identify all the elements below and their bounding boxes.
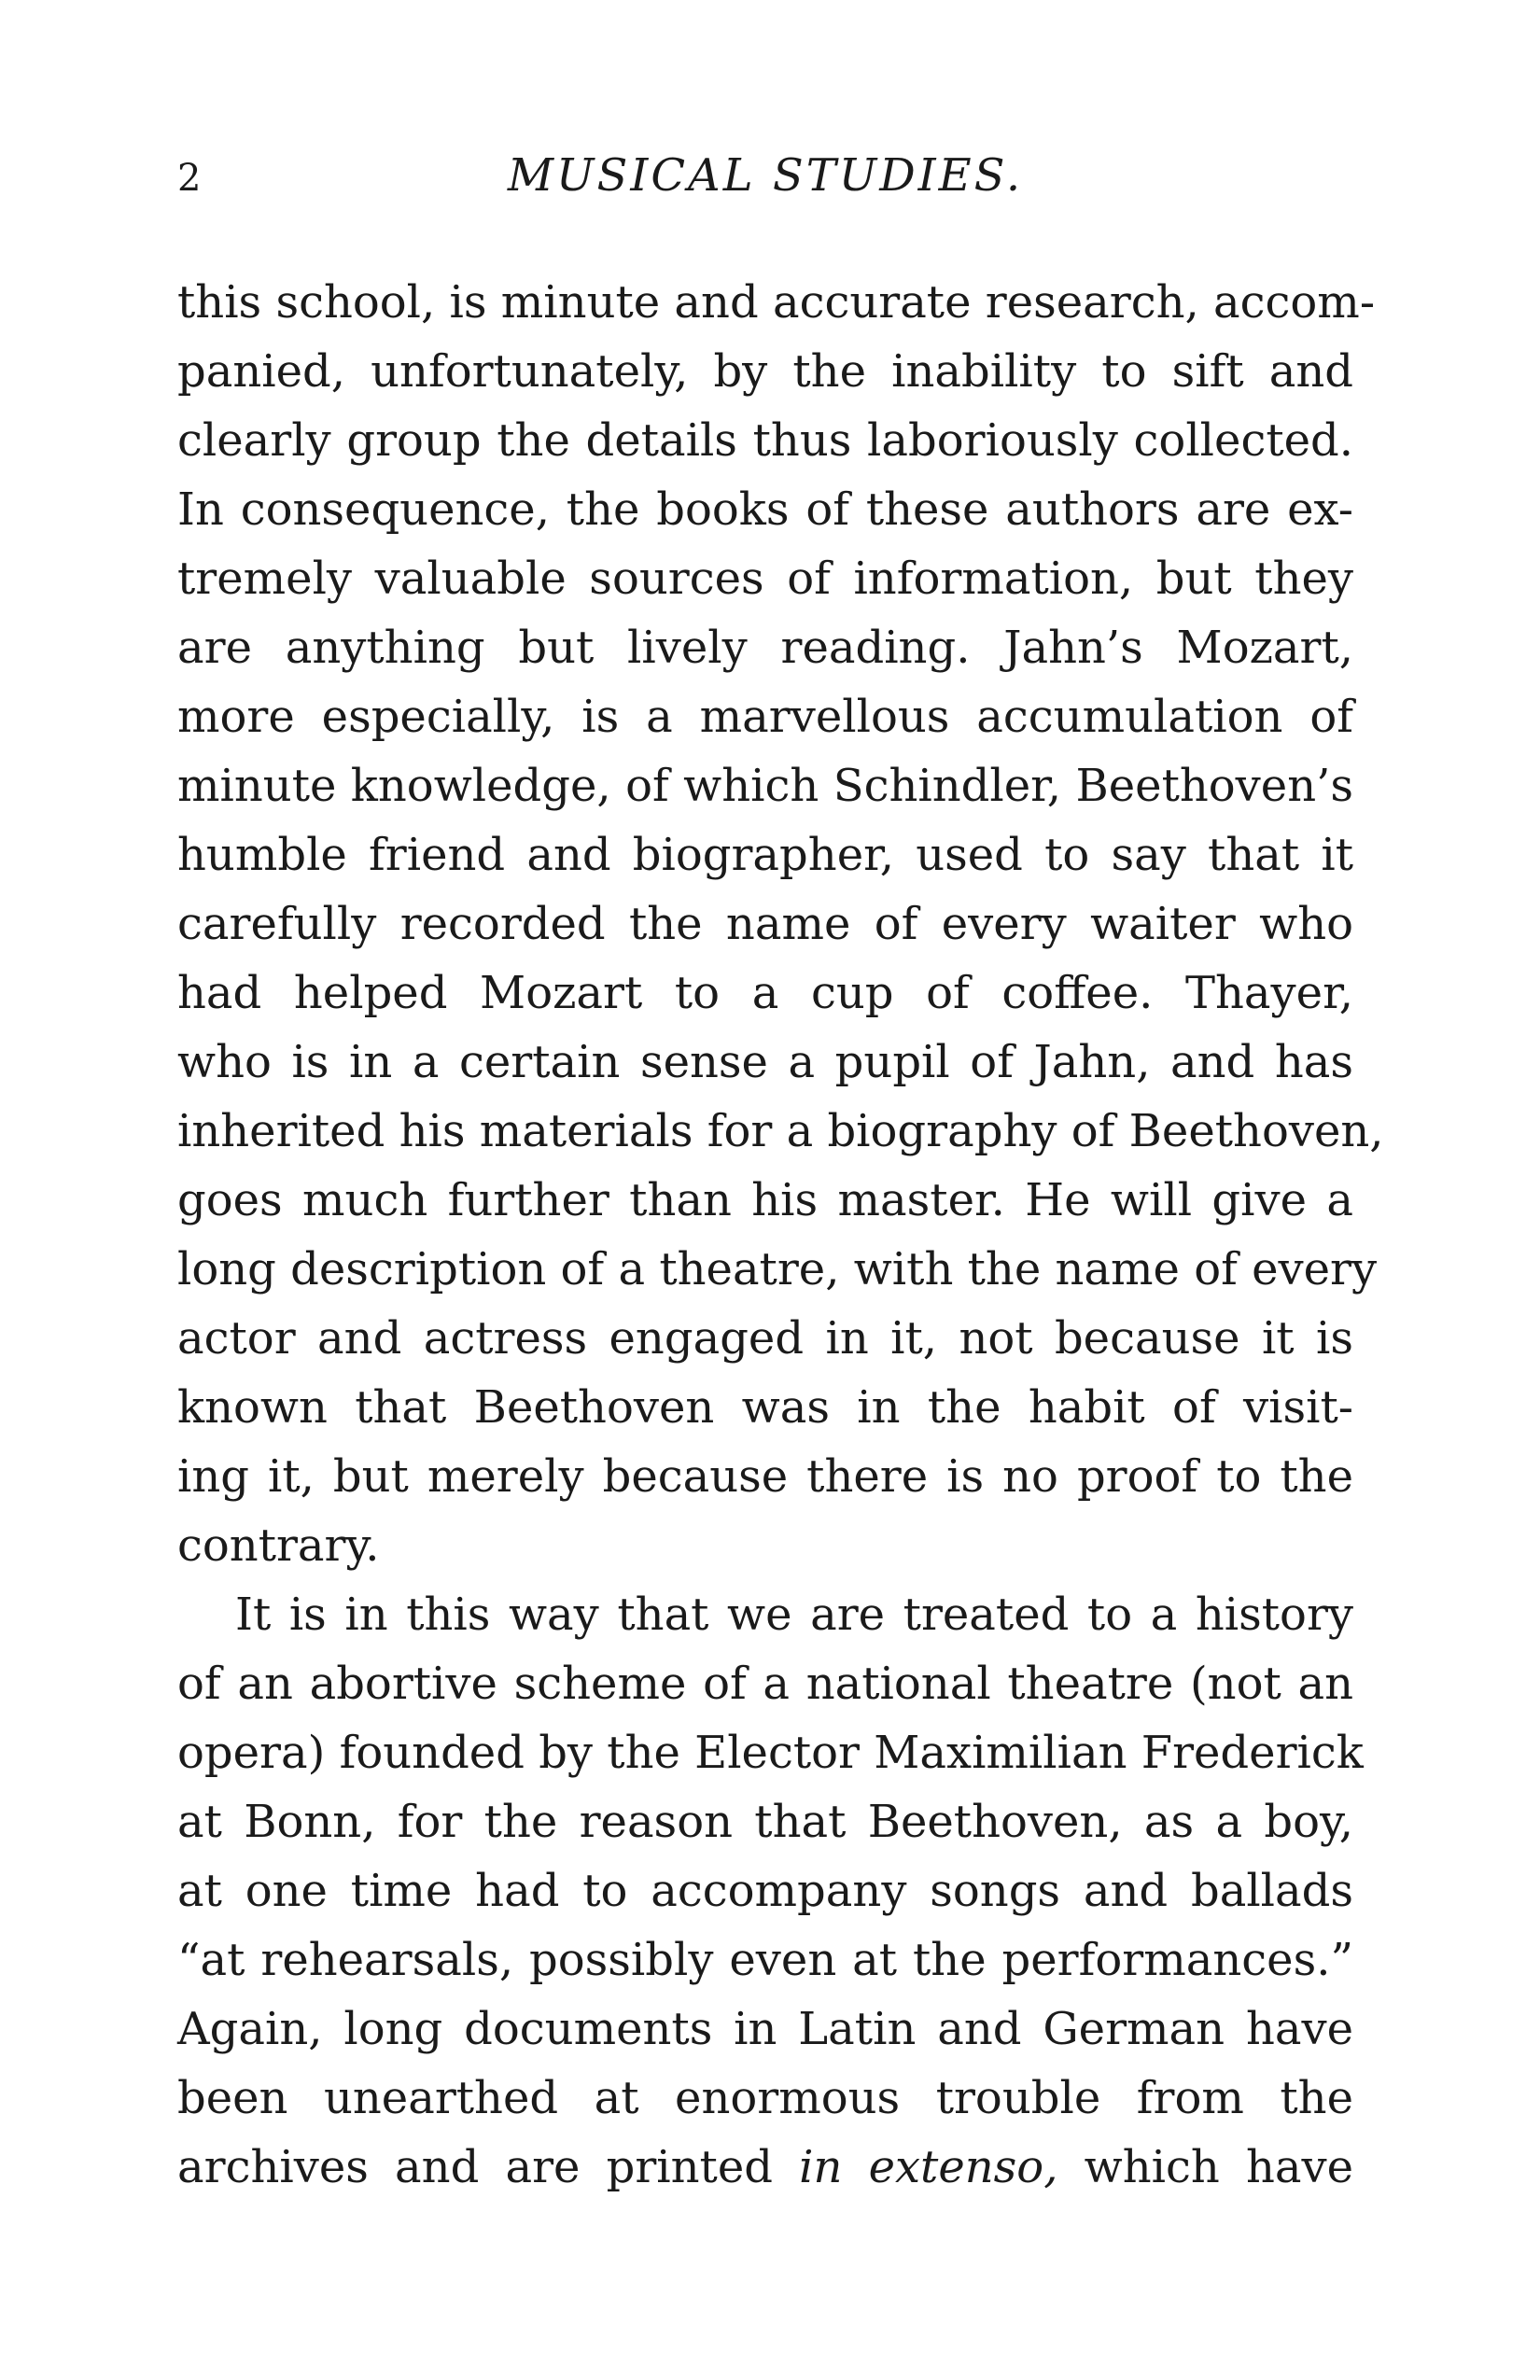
text-line: inherited his materials for a biography of Beethoven, (177, 1105, 1384, 1157)
text-line: humble friend and biographer, used to say that it (177, 829, 1353, 881)
text-line: had helped Mozart to a cup of coffee. Thayer, (177, 967, 1353, 1019)
text-line: tremely valuable sources of information, but they (177, 553, 1353, 605)
text-line: who is in a certain sense a pupil of Jahn, and has (177, 1036, 1353, 1088)
text-line-last (177, 2133, 1353, 2202)
text-line: at one time had to accompany songs and ballads (177, 1865, 1353, 1917)
text-line: at Bonn, for the reason that Beethoven, as a boy, (177, 1796, 1353, 1848)
italic-phrase: in extenso, (799, 2141, 1058, 2193)
text-segment: archives and are printed (177, 2141, 800, 2193)
text-line: contrary. (177, 1519, 380, 1572)
text-line: “at rehearsals, possibly even at the performances.” (177, 1934, 1353, 1986)
text-line: It is in this way that we are treated to a history (235, 1589, 1353, 1641)
text-line: more especially, is a marvellous accumulation of (177, 691, 1353, 743)
running-title: MUSICAL STUDIES. (507, 149, 1024, 202)
text-line: opera) founded by the Elector Maximilian Frederick (177, 1727, 1364, 1779)
text-line: actor and actress engaged in it, not because it is (177, 1312, 1353, 1365)
text-line: ing it, but merely because there is no proof to the (177, 1450, 1353, 1503)
text-line: are anything but lively reading. Jahn’s Mozart, (177, 622, 1353, 674)
paragraph-1 (177, 268, 1384, 1580)
running-head (177, 147, 1353, 203)
text-line: of an abortive scheme of a national theatre (not an (177, 1658, 1353, 1710)
text-line: clearly group the details thus laboriously collected. (177, 414, 1353, 467)
body-text (177, 268, 1384, 2202)
text-line: this school, is minute and accurate research, accom- (177, 276, 1376, 329)
text-line: been unearthed at enormous trouble from the (177, 2072, 1353, 2124)
text-line: In consequence, the books of these authors are ex- (177, 483, 1353, 536)
text-line: minute knowledge, of which Schindler, Beethoven’s (177, 760, 1353, 812)
text-line: long description of a theatre, with the name of every (177, 1243, 1378, 1295)
text-segment: which have (1057, 2141, 1353, 2193)
text-line: panied, unfortunately, by the inability to sift and (177, 345, 1353, 398)
text-line: goes much further than his master. He will give a (177, 1174, 1353, 1226)
text-line: Again, long documents in Latin and German have (177, 2003, 1353, 2055)
text-line: carefully recorded the name of every waiter who (177, 898, 1353, 950)
paragraph-2 (177, 1580, 1364, 2202)
text-line: known that Beethoven was in the habit of visit- (177, 1381, 1353, 1434)
page-number: 2 (177, 157, 202, 200)
